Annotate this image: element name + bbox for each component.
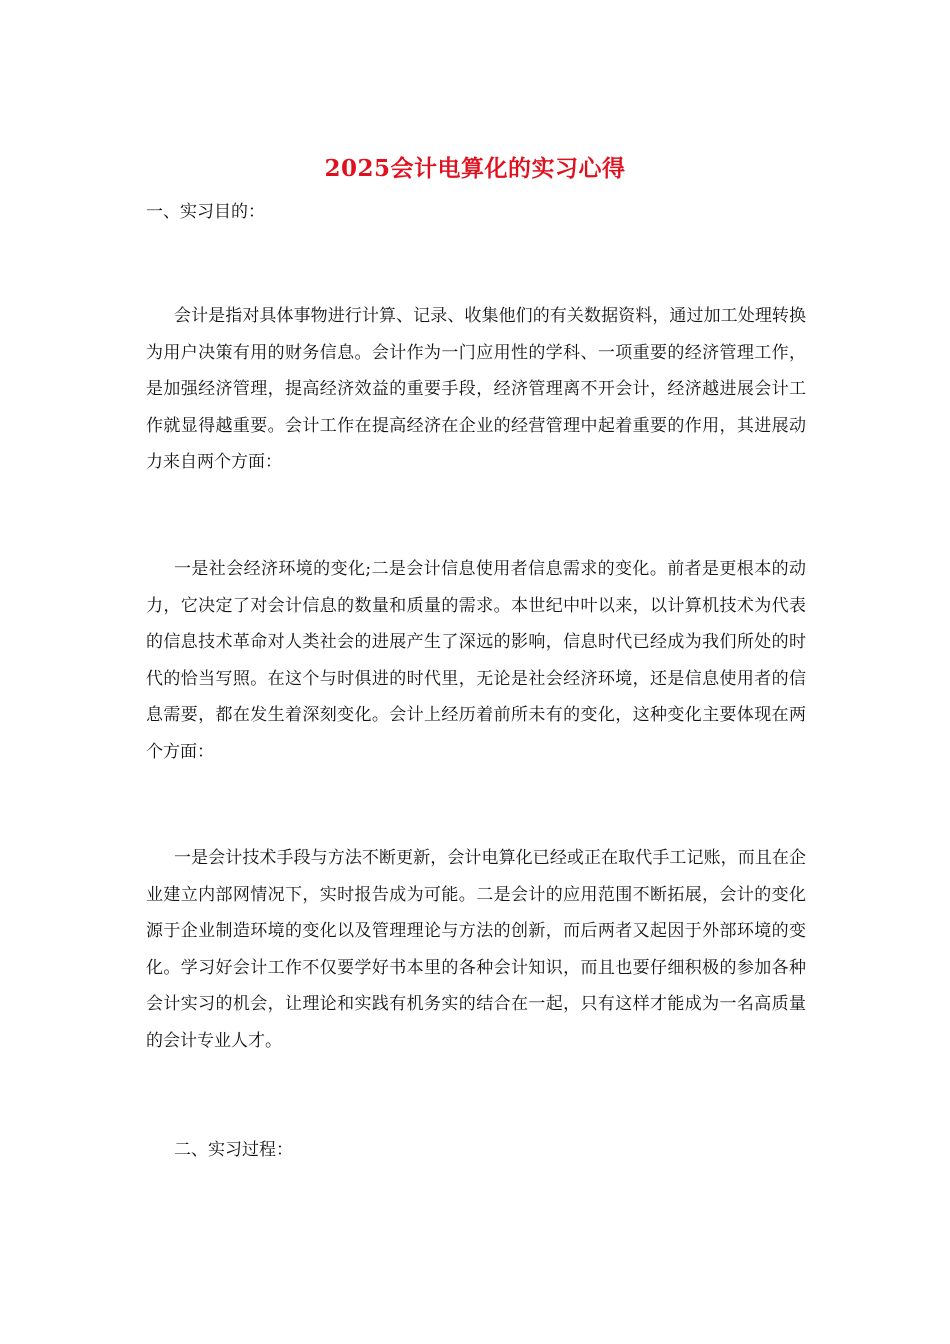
section-heading-process: 二、实习过程：	[174, 1140, 293, 1160]
section-heading-purpose: 一、实习目的：	[146, 202, 265, 222]
paragraph-3: 一是会计技术手段与方法不断更新，会计电算化已经或正在取代手工记账，而且在企业建立内部网情况下，实时报告成为可能。二是会计的应用范围不断拓展，会计的变化源于企业制造环境的变化以及管理理论与方法的创新，而后两者又起因于外部环境的变化。学习好会计工作不仅要学好书本里的各种会计知识，而且也要仔细积极的参加各种会计实习的机会，让理论和实践有机务实的结合在一起，只有这样才能成为一名高质量的会计专业人才。	[146, 848, 806, 1051]
document-title: 2025会计电算化的实习心得	[324, 155, 626, 182]
paragraph-2: 一是社会经济环境的变化;二是会计信息使用者信息需求的变化。前者是更根本的动力，它决定了对会计信息的数量和质量的需求。本世纪中叶以来，以计算机技术为代表的信息技术革命对人类社会的进展产生了深远的影响，信息时代已经成为我们所处的时代的恰当写照。在这个与时俱进的时代里，无论是社会经济环境，还是信息使用者的信息需要，都在发生着深刻变化。会计上经历着前所未有的变化，这种变化主要体现在两个方面：	[146, 559, 806, 762]
paragraph-1: 会计是指对具体事物进行计算、记录、收集他们的有关数据资料，通过加工处理转换为用户决策有用的财务信息。会计作为一门应用性的学科、一项重要的经济管理工作，是加强经济管理，提高经济效益的重要手段，经济管理离不开会计，经济越进展会计工作就显得越重要。会计工作在提高经济在企业的经营管理中起着重要的作用，其进展动力来自两个方面：	[146, 306, 806, 472]
